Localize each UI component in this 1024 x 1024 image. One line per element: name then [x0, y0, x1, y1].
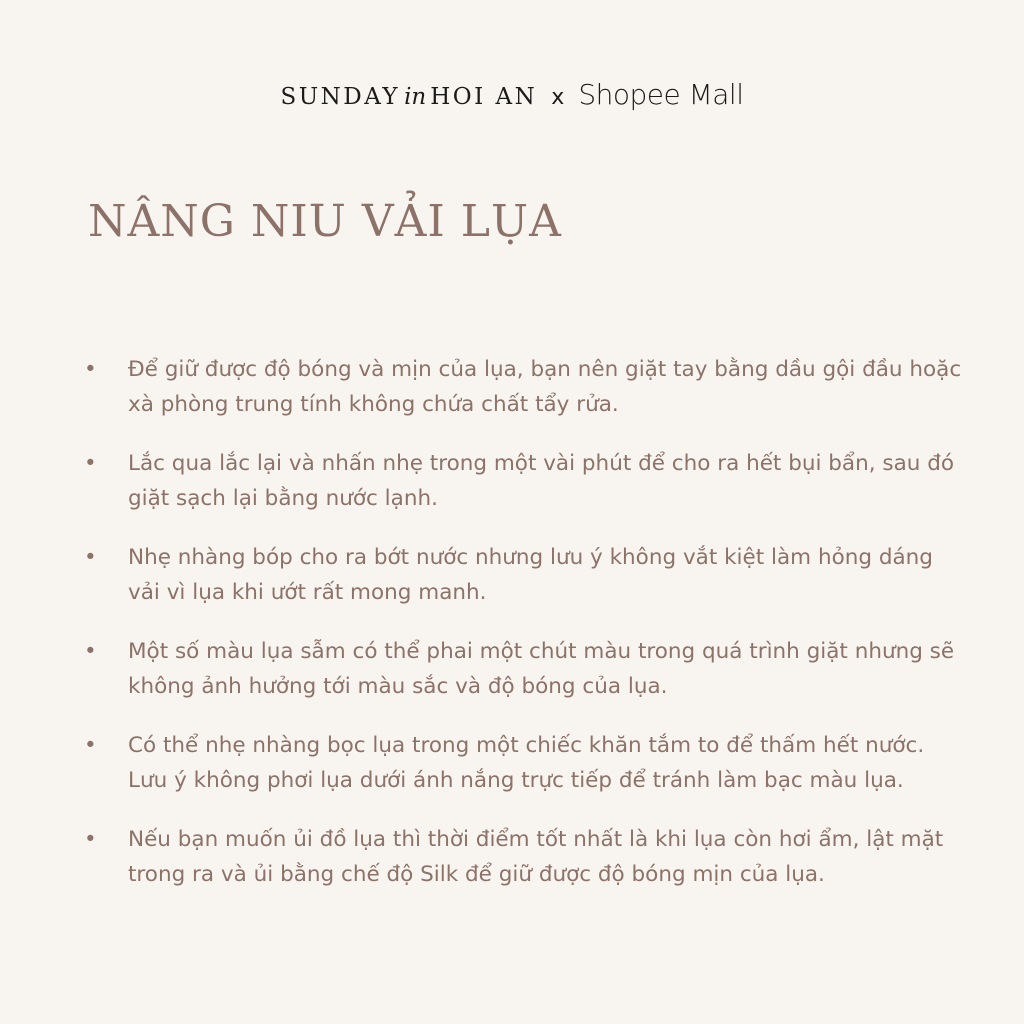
list-item-text: Để giữ được độ bóng và mịn của lụa, bạn nên giặt tay bằng dầu gội đầu hoặc xà phòng trung tính không chứa chất tẩy rửa. [128, 357, 962, 417]
list-item [84, 634, 964, 704]
care-instructions-list [84, 352, 964, 916]
brand-hoian-text: HOI AN [430, 84, 538, 110]
page-title: NÂNG NIU VẢI LỤA [88, 196, 562, 247]
list-item-text: Nhẹ nhàng bóp cho ra bớt nước nhưng lưu ý không vắt kiệt làm hỏng dáng vải vì lụa khi ướt rất mong manh. [128, 545, 933, 605]
brand-in-text: in [404, 84, 427, 110]
bullet-icon: • [84, 545, 97, 570]
bullet-icon: • [84, 733, 97, 758]
list-item-text: Có thể nhẹ nhàng bọc lụa trong một chiếc khăn tắm to để thấm hết nước. Lưu ý không phơi lụa dưới ánh nắng trực tiếp để tránh làm bạc màu lụa. [128, 733, 925, 793]
list-item-text: Một số màu lụa sẫm có thể phai một chút màu trong quá trình giặt nhưng sẽ không ảnh hưởng tới màu sắc và độ bóng của lụa. [128, 639, 955, 699]
list-item [84, 540, 964, 610]
bullet-icon: • [84, 357, 97, 382]
bullet-icon: • [84, 451, 97, 476]
list-item-text: Lắc qua lắc lại và nhấn nhẹ trong một vài phút để cho ra hết bụi bẩn, sau đó giặt sạch lại bằng nước lạnh. [128, 451, 955, 511]
list-item [84, 728, 964, 798]
list-item [84, 446, 964, 516]
brand-header [0, 78, 1024, 111]
bullet-icon: • [84, 827, 97, 852]
list-item [84, 352, 964, 422]
brand-sunday-text: SUNDAY [280, 84, 401, 110]
bullet-icon: • [84, 639, 97, 664]
list-item [84, 822, 964, 892]
shopee-mall-logo: Shopee Mall [578, 78, 744, 111]
list-item-text: Nếu bạn muốn ủi đồ lụa thì thời điểm tốt nhất là khi lụa còn hơi ẩm, lật mặt trong ra và ủi bằng chế độ Silk để giữ được độ bóng mịn của lụa. [128, 827, 944, 887]
brand-separator: x [551, 85, 565, 110]
